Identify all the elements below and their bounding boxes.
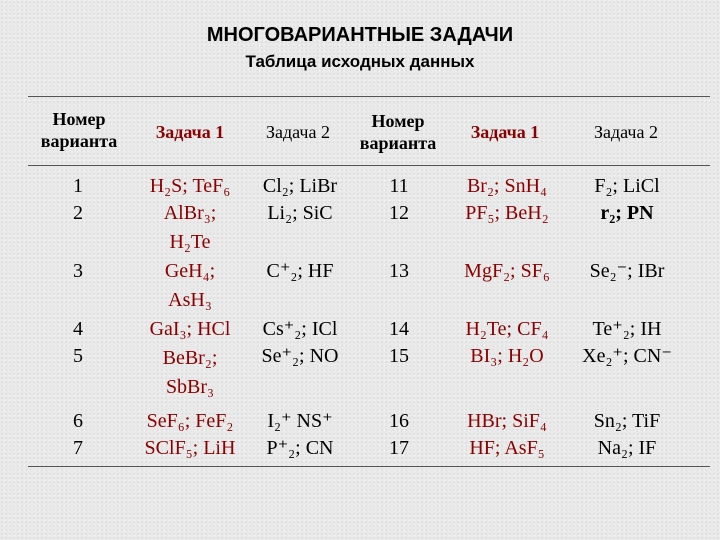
variant-number: 2 <box>73 202 83 224</box>
variant-number: 3 <box>73 260 83 282</box>
variant-number: 1 <box>73 175 83 197</box>
task1-formula: MgF₂; SF₆ <box>464 260 550 282</box>
task1-formula: GaI₃; HCl <box>149 318 231 340</box>
task2-formula: C⁺₂; HF <box>266 260 334 282</box>
task1-formula: PF₅; BeH₂ <box>465 202 549 224</box>
task2-formula: Se₂⁻; IBr <box>589 260 665 282</box>
task2-formula: Sn₂; TiF <box>593 410 661 432</box>
task1-formula: AsH₃ <box>168 289 212 311</box>
task2-formula: Na₂; IF <box>597 437 657 459</box>
variant-number: 12 <box>389 202 409 224</box>
task2-formula: Cs⁺₂; ICl <box>262 318 338 340</box>
page-subtitle: Таблица исходных данных <box>245 52 475 71</box>
header-variant-right: Номер варианта <box>359 111 437 153</box>
task1-formula: H₂Te <box>169 231 211 253</box>
variant-number: 11 <box>389 175 409 197</box>
task2-formula: Xe₂⁺; CN⁻ <box>582 345 672 367</box>
header-task2-left: Задача 2 <box>266 122 330 142</box>
task2-formula: r₂; PN <box>600 202 654 224</box>
task1-formula: SeF₆; FeF₂ <box>146 410 234 432</box>
variant-number: 16 <box>389 410 409 432</box>
variant-number: 17 <box>389 437 409 459</box>
task1-formula: AlBr₃; <box>163 202 217 224</box>
task2-formula: P⁺₂; CN <box>266 437 334 459</box>
task2-formula: Te⁺₂; IH <box>592 318 662 340</box>
header-task1-left: Задача 1 <box>155 122 225 142</box>
header-variant-left: Номер варианта <box>40 109 118 151</box>
task2-formula: Li₂; SiC <box>267 202 333 224</box>
task2-formula: F₂; LiCl <box>594 175 660 197</box>
variant-number: 4 <box>73 318 83 340</box>
table-top-rule <box>28 96 710 97</box>
variant-number: 15 <box>389 345 409 367</box>
variant-number: 14 <box>389 318 409 340</box>
task2-formula: Se⁺₂; NO <box>261 345 339 367</box>
header-task1-right: Задача 1 <box>470 122 540 142</box>
table-header-rule <box>28 165 710 166</box>
task1-formula: H₂Te; CF₄ <box>465 318 549 340</box>
task2-formula: Cl₂; LiBr <box>262 175 338 197</box>
task1-formula: BI₃; H₂O <box>470 345 544 367</box>
task1-formula: HF; AsF₅ <box>469 437 545 459</box>
task1-formula: SClF₅; LiH <box>144 437 236 459</box>
header-task2-right: Задача 2 <box>594 122 658 142</box>
task1-formula: H₂S; TeF₆ <box>149 175 231 197</box>
table-bottom-rule <box>28 466 710 467</box>
task1-formula: SbBr₃ <box>165 376 215 398</box>
variant-number: 7 <box>73 437 83 459</box>
task1-formula: Br₂; SnH₄ <box>466 175 548 197</box>
variant-number: 6 <box>73 410 83 432</box>
task1-formula: BeBr₂; <box>162 347 218 369</box>
task1-formula: GeH₄; <box>164 260 216 282</box>
task2-formula: I₂⁺ NS⁺ <box>267 410 333 432</box>
task1-formula: HBr; SiF₄ <box>467 410 547 432</box>
variant-number: 13 <box>389 260 409 282</box>
page-title: МНОГОВАРИАНТНЫЕ ЗАДАЧИ <box>206 24 514 46</box>
variant-number: 5 <box>73 345 83 367</box>
